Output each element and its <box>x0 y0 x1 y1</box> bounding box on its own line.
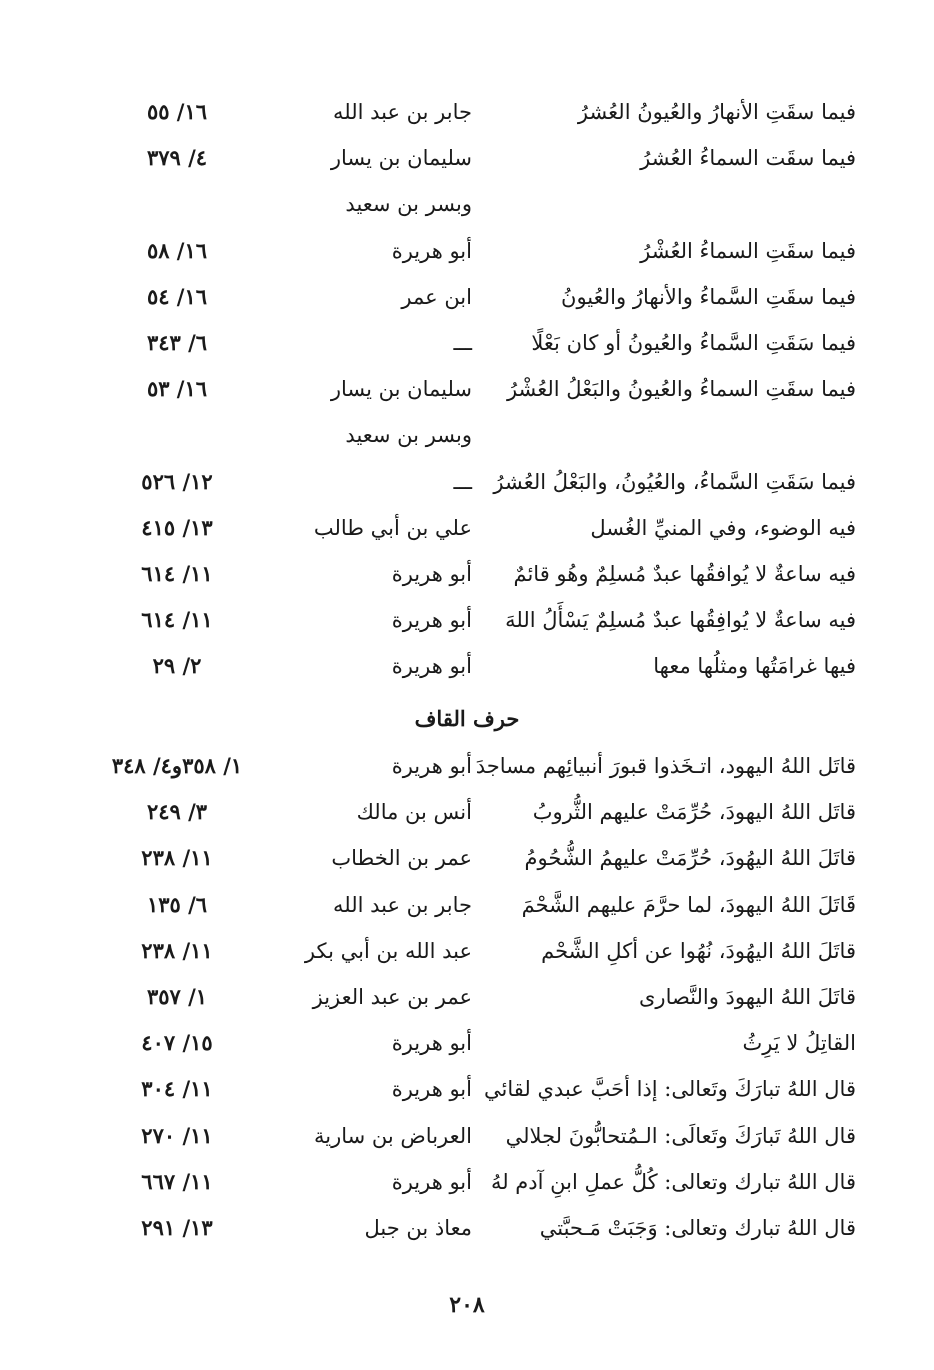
narrator-name: عمر بن عبد العزيز <box>312 985 472 1009</box>
volume-page-reference: ١/ ٣٥٧ <box>146 984 208 1009</box>
narrator-name: عمر بن الخطاب <box>331 846 472 871</box>
hadith-text: فيه الوضوء، وفي المنيِّ الغُسل <box>590 515 856 540</box>
narrator-name: أبو هريرة <box>391 562 472 586</box>
volume-page-reference: ١٦/ ٥٤ <box>146 283 208 309</box>
hadith-text: فيه ساعةٌ لا يُوافِقُها عبدٌ مُسلِمٌ يَسْأَلُ اللهَ <box>505 608 856 633</box>
volume-page-reference: ١٦/ ٥٨ <box>146 237 208 263</box>
volume-page-reference: ١١/ ٢٣٨ <box>141 937 213 963</box>
volume-page-reference: ١٣/ ٢٩١ <box>141 1215 213 1240</box>
index-row <box>0 228 934 274</box>
narrator-name: جابر بن عبد الله <box>332 892 472 917</box>
narrator-name: أبو هريرة <box>391 1169 472 1194</box>
index-row <box>0 597 934 643</box>
index-row <box>0 835 934 881</box>
hadith-text: فيما سقَتِ السماءُ العُشْرُ <box>640 238 856 263</box>
narrator-name: ـــ <box>453 331 472 355</box>
narrator-name: ـــ <box>453 469 472 494</box>
volume-page-reference: ٢/ ٢٩ <box>152 653 202 679</box>
index-row <box>0 882 934 928</box>
hadith-text: القاتِلُ لا يَرِثُ <box>742 1031 856 1056</box>
hadith-text: فيما سقَتِ الأنهارُ والعُيونُ العُشرُ <box>577 100 856 124</box>
narrator-name: أبو هريرة <box>391 754 472 778</box>
volume-page-reference: ١١/ ٦٦٧ <box>141 1168 213 1194</box>
narrator-name: وبسر بن سعيد <box>345 423 472 448</box>
volume-page-reference: ٤/ ٣٧٩ <box>146 145 208 171</box>
narrator-name: وبسر بن سعيد <box>345 192 472 217</box>
narrator-name: سليمان بن يسار <box>330 146 472 171</box>
index-row <box>0 274 934 320</box>
index-row <box>0 974 934 1020</box>
narrator-name: سليمان بن يسار <box>330 377 472 402</box>
index-row <box>0 928 934 974</box>
volume-page-reference: ١/ ٣٥٨و٤/ ٣٤٨ <box>111 753 243 778</box>
index-row <box>0 320 934 366</box>
index-row <box>0 89 934 135</box>
hadith-text: قَاتَلَ اللهُ اليهودَ، لما حرَّمَ عليهم الشَّحْمَ <box>521 892 856 917</box>
hadith-text: قال اللهُ تبارك وتعالى: كُلُّ عملِ ابنِ آدم لهُ <box>490 1169 856 1194</box>
hadith-text: قاتَل اللهُ اليهودَ، حُرِّمَتْ عليهم الثُّروبُ <box>532 800 856 825</box>
index-row <box>0 505 934 551</box>
narrator-name: أبو هريرة <box>391 238 472 263</box>
volume-page-reference: ١٦/ ٥٣ <box>146 376 208 402</box>
narrator-name: معاذ بن جبل <box>364 1216 472 1240</box>
volume-page-reference: ١٢/ ٥٢٦ <box>141 468 213 494</box>
hadith-text: قال اللهُ تبارَكَ وتَعالى: إذا أحَبَّ عبدي لقائي <box>484 1077 856 1102</box>
index-row <box>0 412 934 458</box>
index-row <box>0 643 934 689</box>
hadith-text: فيما سقَتِ السَّماءُ والأنهارُ والعُيونُ <box>561 284 856 309</box>
narrator-name: أبو هريرة <box>391 654 472 679</box>
volume-page-reference: ١١/ ٢٧٠ <box>141 1122 213 1148</box>
page-number: ٢٠٨ <box>449 1292 485 1318</box>
index-row <box>0 135 934 181</box>
narrator-name: جابر بن عبد الله <box>332 100 472 124</box>
volume-page-reference: ١١/ ٦١٤ <box>141 607 213 633</box>
hadith-text: قاتَلَ اللهُ اليهودَ والنَّصارى <box>638 985 856 1009</box>
hadith-text: فيه ساعةٌ لا يُوافقُها عبدٌ مُسلِمٌ وهُو قائمٌ <box>513 562 856 586</box>
hadith-text: فيما سقَت السماءُ العُشرُ <box>640 146 856 171</box>
index-row <box>0 1020 934 1066</box>
index-row <box>0 743 934 789</box>
index-row <box>0 181 934 227</box>
index-row <box>0 789 934 835</box>
index-row <box>0 1066 934 1112</box>
volume-page-reference: ١١/ ٣٠٤ <box>141 1076 213 1102</box>
volume-page-reference: ٣/ ٢٤٩ <box>146 799 208 825</box>
narrator-name: أنس بن مالك <box>356 800 472 825</box>
index-row <box>0 1113 934 1159</box>
volume-page-reference: ٦/ ١٣٥ <box>146 891 208 917</box>
hadith-text: فيها غرامَتُها ومثلُها معها <box>653 654 856 679</box>
hadith-text: فيما سَقَتِ السَّماءُ والعُيونُ أو كان بَعْلًا <box>531 331 856 355</box>
hadith-text: فيما سقَتِ السماءُ والعُيونُ والبَعْلُ العُشْرُ <box>506 377 856 402</box>
narrator-name: أبو هريرة <box>391 1077 472 1102</box>
volume-page-reference: ١٣/ ٤١٥ <box>141 514 213 540</box>
hadith-text: قاتَلَ اللهُ اليهُودَ، نُهُوا عن أكلِ الشَّحْم <box>541 938 856 963</box>
index-row <box>0 459 934 505</box>
narrator-name: علي بن أبي طالب <box>313 515 472 540</box>
hadith-text: فيما سَقَتِ السَّماءُ، والعُيُونُ، والبَعْلُ العُشرُ <box>493 469 856 494</box>
volume-page-reference: ١١/ ٢٣٨ <box>141 845 213 871</box>
volume-page-reference: ٦/ ٣٤٣ <box>146 330 208 355</box>
hadith-text: قال اللهُ تبارك وتعالى: وَجَبَتْ مَـحبَّتي <box>539 1216 856 1240</box>
section-heading: حرف القاف <box>414 706 520 731</box>
index-row <box>0 366 934 412</box>
narrator-name: ابن عمر <box>401 284 472 309</box>
narrator-name: أبو هريرة <box>391 1031 472 1056</box>
volume-page-reference: ١٥/ ٤٠٧ <box>141 1030 213 1056</box>
index-row <box>0 1159 934 1205</box>
narrator-name: العرباض بن سارية <box>313 1123 472 1148</box>
narrator-name: عبد الله بن أبي بكر <box>304 938 472 963</box>
hadith-text: قاتَلَ اللهُ اليهُودَ، حُرِّمَتْ عليهمُ الشُّحُومُ <box>524 846 856 871</box>
narrator-name: أبو هريرة <box>391 608 472 633</box>
index-row <box>0 551 934 597</box>
index-row <box>0 1205 934 1251</box>
volume-page-reference: ١٦/ ٥٥ <box>146 99 208 124</box>
hadith-text: قاتَل اللهُ اليهود، اتـخَذوا قبورَ أنبيائِهم مساجدَ <box>475 754 856 778</box>
volume-page-reference: ١١/ ٦١٤ <box>141 561 213 586</box>
hadith-text: قال اللهُ تَبارَكَ وتَعالَى: الـمُتحابُّونَ لجلالي <box>505 1123 856 1148</box>
